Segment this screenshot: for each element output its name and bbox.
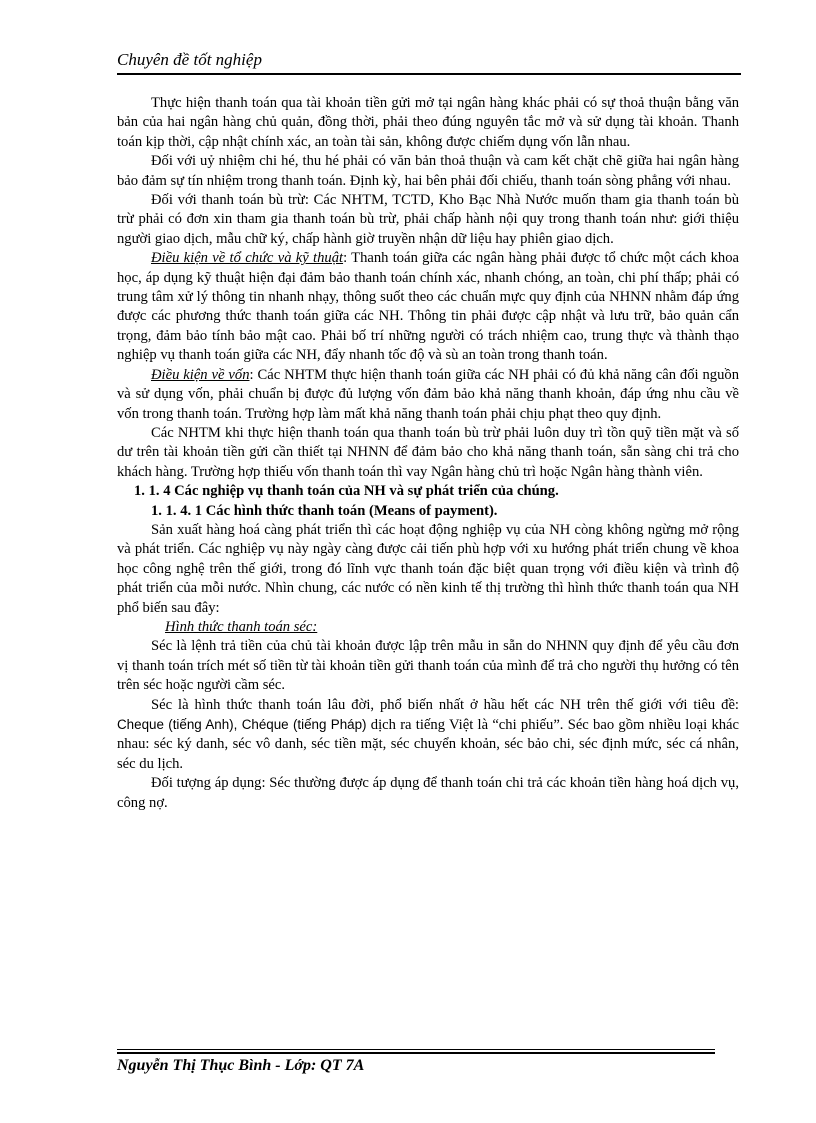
document-body [117, 94, 739, 813]
footer-divider-thick [117, 1052, 715, 1054]
page-header-title: Chuyên đề tốt nghiệp [117, 50, 262, 69]
page-footer-author: Nguyễn Thị Thục Bình - Lớp: QT 7A [117, 1057, 365, 1074]
section-heading-1-1-4-1: 1. 1. 4. 1 Các hình thức thanh toán (Means of payment). [151, 502, 498, 519]
paragraph-9-c: dịch ra tiếng Việt là “chi phiếu”. Séc bao gồm nhiều loại khác nhau: séc ký danh, séc vô danh, séc tiền mặt, séc chuyển khoản, séc bảo chi, séc định mức, séc cá nhân, séc du lịch. [117, 717, 740, 772]
paragraph-9 [117, 696, 739, 775]
paragraph-5 [117, 366, 739, 424]
paragraph-9-b: Cheque (tiếng Anh), Chéque (tiếng Pháp) [117, 717, 367, 732]
section-heading-1-1-4: 1. 1. 4 Các nghiệp vụ thanh toán của NH và sự phát triển của chúng. [134, 483, 559, 500]
paragraph-4-text: : Thanh toán giữa các ngân hàng phải được tổ chức một cách khoa học, áp dụng kỹ thuật hiện đại đảm bảo thanh toán chính xác, nhanh chóng, an toàn, chi phí thấp; phải có trung tâm xử lý thông tin nhanh nhạy, thông suốt theo các chuẩn mực quy định của NHNN nhằm đáp ứng được các phương thức thanh toán giữa các NH. Thông tin phải được cập nhật và lưu trữ, bảo quản cẩn trọng, đảm bảo tính bảo mật cao. Phải bố trí những người có trách nhiệm cao, trung thực và thành thạo nghiệp vụ thanh toán giữa các NH, đẩy nhanh tốc độ và sù an toàn trong thanh toán. [117, 250, 739, 364]
paragraph-3: Đối với thanh toán bù trừ: Các NHTM, TCTD, Kho Bạc Nhà Nước muốn tham gia thanh toán bù trừ phải có đơn xin tham gia thanh toán bù trừ, phải chấp hành nội quy trong thanh toán như: giới thiệu người giao dịch, mẫu chữ ký, chấp hành giờ truyền nhận dữ liệu hay phiên giao dịch. [117, 192, 739, 247]
paragraph-8: Séc là lệnh trả tiền của chủ tài khoản được lập trên mẫu in sẵn do NHNN quy định để yêu cầu đơn vị thanh toán trích mét số tiền từ tài khoản tiền gửi thanh toán của mình để trả cho người thụ hưởng có tên trên séc hoặc người cầm séc. [117, 638, 739, 694]
paragraph-5-label: Điều kiện về vốn [151, 366, 250, 383]
paragraph-4-label: Điều kiện về tổ chức và kỹ thuật [151, 250, 344, 267]
subheading-cheque-text: Hình thức thanh toán séc: [165, 618, 318, 635]
header-divider [117, 73, 741, 75]
paragraph-6: Các NHTM khi thực hiện thanh toán qua thanh toán bù trừ phải luôn duy trì tồn quỹ tiền mặt và số dư trên tài khoản tiền gửi cần thiết tại NHNN để đảm bảo cho khả năng thanh toán, sẵn sàng chi trả cho khách hàng. Trường hợp thiếu vốn thanh toán thì vay Ngân hàng chủ trì hoặc Ngân hàng thành viên. [117, 424, 739, 480]
paragraph-1: Thực hiện thanh toán qua tài khoản tiền gửi mở tại ngân hàng khác phải có sự thoả thuận bằng văn bản của hai ngân hàng chủ quản, đồng thời, phải theo đúng nguyên tắc mở và sử dụng tài khoản. Thanh toán kịp thời, cập nhật chính xác, an toàn tài sản, không được chiếm dụng vốn lẫn nhau. [117, 95, 739, 150]
paragraph-10: Đối tượng áp dụng: Séc thường được áp dụng để thanh toán chi trả các khoản tiền hàng hoá dịch vụ, công nợ. [117, 775, 739, 811]
paragraph-7: Sản xuất hàng hoá càng phát triển thì các hoạt động nghiệp vụ của NH còng không ngừng mở rộng và phát triển. Các nghiệp vụ này ngày càng được cải tiến phù hợp với xu hướng phát triển chung về khoa học công nghệ trên thế giới, trong đó lĩnh vực thanh toán đặc biệt quan trọng với điều kiện và trình độ phát triển của mỗi nước. Nhìn chung, các nước có nền kinh tế thị trường thì hình thức thanh toán qua NH phổ biến sau đây: [117, 521, 739, 616]
footer-divider-thin [117, 1049, 715, 1050]
paragraph-4 [117, 249, 739, 365]
paragraph-5-text: : Các NHTM thực hiện thanh toán giữa các NH phải có đủ khả năng cân đối nguồn và sử dụng vốn, phải chuẩn bị được đủ lượng vốn đảm bảo khả năng thanh khoản, đáp ứng nhu cầu về vốn trong thanh toán. Trường hợp làm mất khả năng thanh toán phải chịu phạt theo quy định. [117, 366, 739, 422]
subheading-cheque [117, 618, 739, 637]
paragraph-2: Đối với uỷ nhiệm chi hé, thu hé phải có văn bản thoả thuận và cam kết chặt chẽ giữa hai ngân hàng bảo đảm sự tín nhiệm trong thanh toán. Định kỳ, hai bên phải đối chiếu, thanh toán sòng phẳng với nhau. [117, 153, 739, 189]
paragraph-9-a: Séc là hình thức thanh toán lâu đời, phổ biến nhất ở hầu hết các NH trên thế giới với tiêu đề: [151, 696, 739, 713]
